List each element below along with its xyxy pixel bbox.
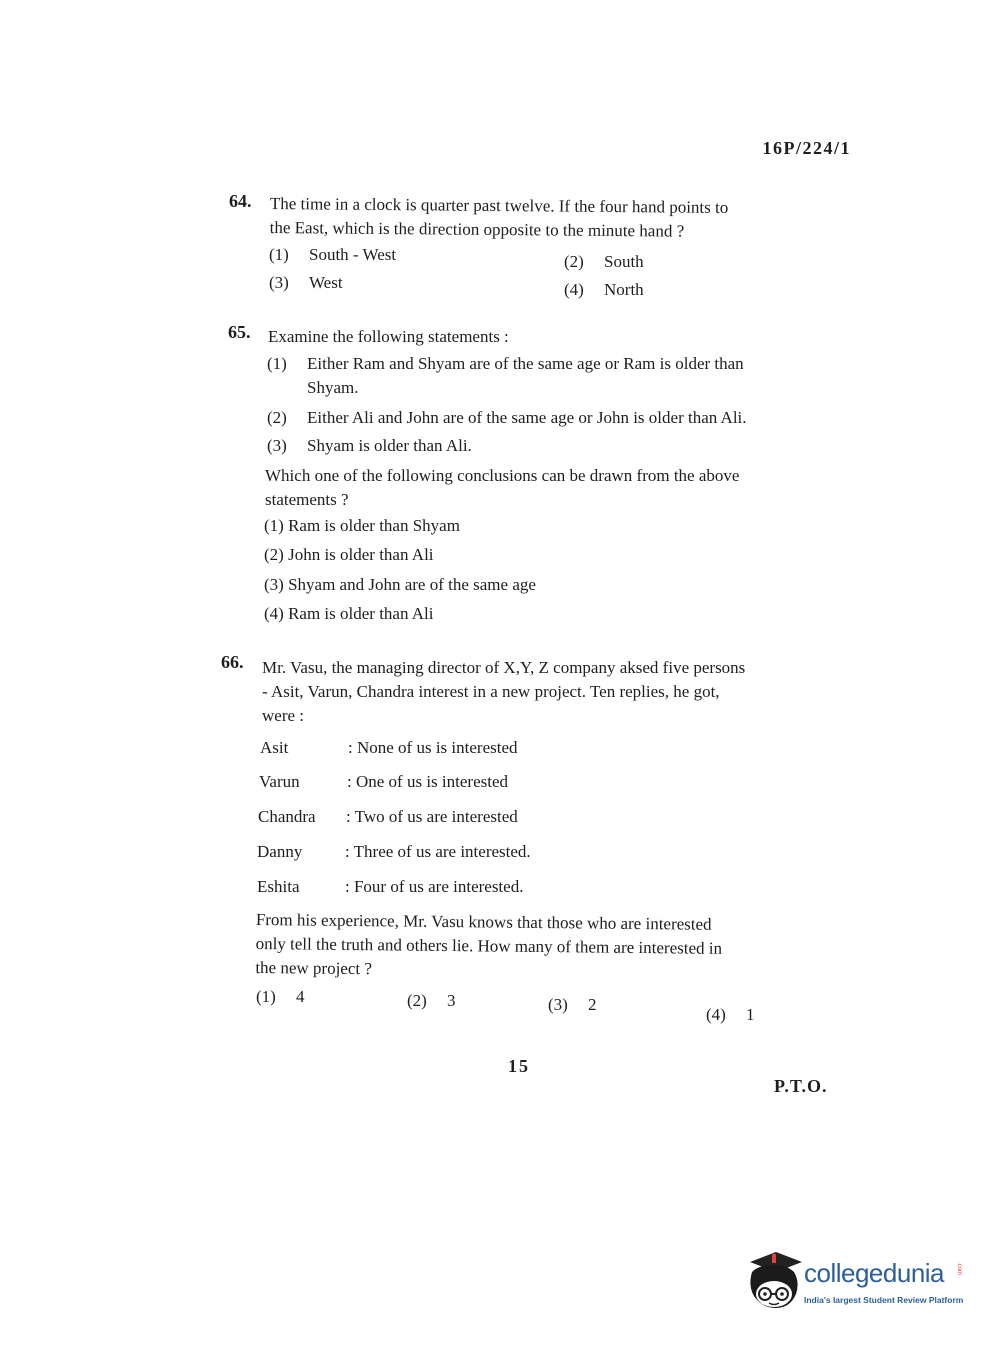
page-number: 15 [508, 1056, 530, 1076]
reply-name: Asit [260, 738, 289, 757]
option-number: (4) [706, 1005, 726, 1024]
logo-tagline: India's largest Student Review Platform [804, 1295, 964, 1305]
statement-number: (2) [267, 408, 287, 427]
q65-statement-2 [267, 406, 857, 430]
question-66-line: - Asit, Varun, Chandra interest in a new project. Ten replies, he got, [262, 682, 720, 701]
reply-text: : One of us is interested [347, 772, 508, 791]
question-66-line: were : [262, 706, 305, 725]
reply-name: Varun [259, 772, 300, 791]
question-65-intro: Examine the following statements : [268, 327, 509, 346]
option-number: (4) [564, 280, 584, 299]
reply-text: : Four of us are interested. [345, 877, 524, 896]
question-66-line: From his experience, Mr. Vasu knows that those who are interested [255, 909, 712, 934]
reply-text: : Three of us are interested. [345, 842, 531, 861]
question-66-number: 66. [221, 652, 244, 672]
option-number: (2) [564, 252, 584, 271]
reply-text: : Two of us are interested [346, 807, 518, 826]
option-number: (1) [256, 987, 276, 1006]
paper-code: 16P/224/1 [762, 138, 851, 158]
question-64-line: the East, which is the direction opposite to the minute hand ? [269, 217, 685, 241]
q64-option-3[interactable] [269, 273, 343, 293]
statement-number: (1) [267, 354, 287, 373]
question-65-text [265, 464, 739, 512]
option-number: (2) [407, 991, 427, 1010]
reply-row [257, 840, 531, 864]
statement-text: Either Ram and Shyam are of the same age or Ram is older than [307, 354, 744, 373]
statement-text: Either Ali and John are of the same age or John is older than Ali. [307, 408, 747, 427]
option-label: South [604, 252, 644, 271]
q64-option-2[interactable] [564, 252, 644, 272]
q66-option-3[interactable] [548, 995, 597, 1015]
reply-text: : None of us is interested [348, 738, 518, 757]
logo-name: collegedunia [804, 1258, 945, 1288]
reply-name: Danny [257, 842, 303, 861]
option-label: South - West [309, 245, 397, 264]
logo-suffix: .com [956, 1262, 962, 1276]
collegedunia-logo[interactable] [742, 1250, 972, 1320]
statement-text: Shyam. [307, 378, 359, 397]
question-66-line: only tell the truth and others lie. How many of them are interested in [255, 933, 723, 958]
reply-name: Chandra [258, 807, 316, 826]
reply-name: Eshita [257, 877, 300, 896]
option-label: 3 [447, 991, 456, 1010]
question-64-line: The time in a clock is quarter past twelve. If the four hand points to [269, 193, 729, 217]
reply-row [260, 736, 518, 760]
reply-row [258, 805, 518, 829]
q66-option-2[interactable] [407, 991, 456, 1011]
statement-number: (3) [267, 436, 287, 455]
option-label: 1 [746, 1005, 755, 1024]
question-65-line: Which one of the following conclusions can be drawn from the above [265, 466, 740, 485]
q64-option-1[interactable] [269, 245, 396, 265]
option-label: West [309, 273, 343, 292]
q65-statement-3 [267, 434, 472, 458]
q65-option-1[interactable]: (1) Ram is older than Shyam [264, 516, 460, 535]
q64-option-4[interactable] [564, 280, 644, 300]
q65-option-3[interactable]: (3) Shyam and John are of the same age [264, 575, 536, 594]
q65-option-2[interactable]: (2) John is older than Ali [264, 545, 434, 564]
question-64-number: 64. [229, 191, 252, 211]
reply-row [257, 875, 523, 899]
option-label: 2 [588, 995, 597, 1014]
question-66-line: Mr. Vasu, the managing director of X,Y, Z company aksed five persons [262, 658, 746, 677]
statement-text: Shyam is older than Ali. [307, 436, 472, 455]
q65-option-4[interactable]: (4) Ram is older than Ali [264, 604, 434, 623]
pto-label: P.T.O. [774, 1076, 828, 1096]
q66-option-4[interactable] [706, 1005, 755, 1025]
q65-statement-1 [267, 352, 857, 400]
option-number: (3) [548, 995, 568, 1014]
question-66-paragraph [255, 908, 722, 985]
question-65-number: 65. [228, 322, 251, 342]
option-number: (1) [269, 245, 289, 264]
option-label: North [604, 280, 644, 299]
reply-row [259, 770, 508, 794]
question-64-text [270, 192, 729, 244]
option-label: 4 [296, 987, 305, 1006]
question-66-line: the new project ? [255, 957, 373, 979]
q66-option-1[interactable] [256, 987, 305, 1007]
question-65-line: statements ? [265, 490, 349, 509]
mascot-icon [742, 1250, 804, 1320]
option-number: (3) [269, 273, 289, 292]
question-66-text [262, 656, 745, 728]
